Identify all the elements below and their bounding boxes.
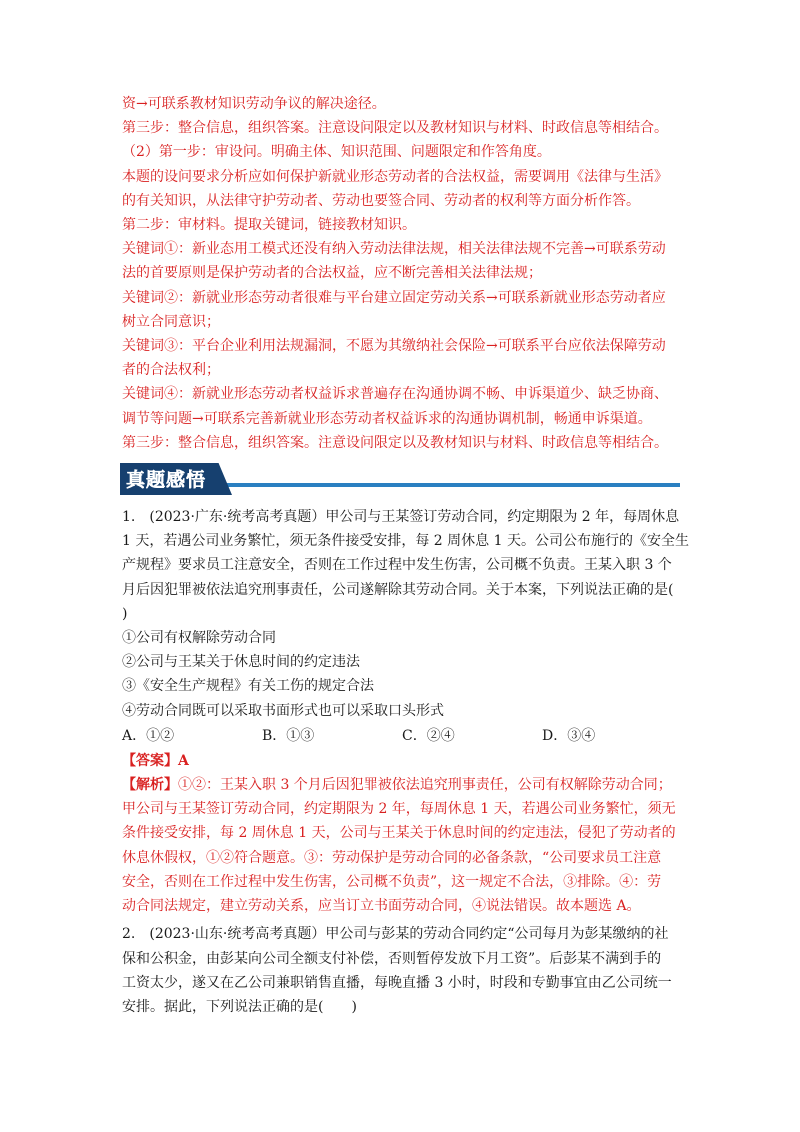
analysis-line: 本题的设问要求分析应如何保护新就业形态劳动者的合法权益，需要调用《法律与生活》	[122, 168, 668, 185]
option-b: B．①③	[262, 727, 315, 744]
analysis-label: 【解析】	[122, 777, 178, 794]
analysis-line: 的有关知识，从法律守护劳动者、劳动也要签合同、劳动者的权利等方面分析作答。	[122, 192, 640, 209]
analysis-line: 第二步：审材料。提取关键词，链接教材知识。	[122, 217, 416, 234]
analysis-line: 资→可联系教材知识劳动争议的解决途径。	[122, 96, 386, 112]
analysis-line: 关键词③：平台企业利用法规漏洞，不愿为其缴纳社会保险→可联系平台应依法保障劳动	[122, 338, 666, 355]
question-stem-line: 工资太少，遂又在乙公司兼职销售直播，每晚直播 3 小时，时段和专勤事宜由乙公司统一	[122, 974, 672, 991]
option-c: C．②④	[402, 727, 455, 744]
statement: ④劳动合同既可以采取书面形式也可以采取口头形式	[122, 702, 444, 719]
question-stem-line: )	[122, 605, 128, 622]
section-banner	[120, 461, 680, 499]
analysis-line: 法的首要原则是保护劳动者的合法权益，应不断完善相关法律法规；	[122, 265, 542, 282]
statement: ①公司有权解除劳动合同	[122, 630, 276, 647]
explanation-line	[122, 773, 682, 797]
answer-value: A	[178, 752, 189, 769]
answer-label: 【答案】	[122, 752, 178, 769]
analysis-line: 树立合同意识；	[122, 313, 220, 330]
analysis-line: 调节等问题→可联系完善新就业形态劳动者权益诉求的沟通协调机制，畅通申诉渠道。	[122, 410, 652, 427]
analysis-line: 第三步：整合信息，组织答案。注意设问限定以及教材知识与材料、时政信息等相结合。	[122, 120, 668, 137]
analysis-line: 关键词①：新业态用工模式还没有纳入劳动法律法规，相关法律法规不完善→可联系劳动	[122, 241, 666, 258]
analysis-line: 第三步：整合信息，组织答案。注意设问限定以及教材知识与材料、时政信息等相结合。	[122, 434, 668, 451]
question-stem-line: 1 天，若遇公司业务繁忙，须无条件接受安排，每 2 周休息 1 天。公司公布施行的《安全生	[122, 533, 689, 550]
explanation-line: 条件接受安排，每 2 周休息 1 天，公司与王某关于休息时间的约定违法，侵犯了劳动者的	[122, 825, 676, 842]
answer-options	[122, 723, 682, 749]
question-stem-line: 2. (2023·山东·统考高考真题）甲公司与彭某的劳动合同约定“公司每月为彭某缴纳的社	[122, 926, 669, 943]
question-2	[122, 922, 682, 1019]
section-title: 真题感悟	[126, 469, 207, 492]
explanation-line: 安全，否则在工作过程中发生伤害，公司概不负责”，这一规定不合法，③排除。④：劳	[122, 873, 662, 890]
question-stem-line: 安排。据此，下列说法正确的是( )	[122, 998, 357, 1015]
question-stem-line: 产规程》要求员工注意安全，否则在工作过程中发生伤害，公司概不负责。王某入职 3 个	[122, 557, 672, 574]
option-a: A．①②	[122, 727, 175, 744]
page-content	[122, 92, 689, 1019]
analysis-line: （2）第一步：审设问。明确主体、知识范围、问题限定和作答角度。	[122, 144, 551, 161]
explanation-text: ①②：王某入职 3 个月后因犯罪被依法追究刑事责任，公司有权解除劳动合同；	[178, 777, 672, 794]
answer-line	[122, 749, 682, 773]
question-stem-line: 1. (2023·广东·统考高考真题）甲公司与王某签订劳动合同，约定期限为 2 年，每周休息	[122, 509, 680, 526]
explanation-line: 甲公司与王某签订劳动合同，约定期限为 2 年，每周休息 1 天，若遇公司业务繁忙，须无	[122, 801, 676, 818]
option-d: D．③④	[542, 727, 596, 744]
question-stem-line: 保和公积金，由彭某向公司全额支付补偿，否则暂停发放下月工资”。后彭某不满到手的	[122, 950, 662, 967]
explanation-line: 动合同法规定，建立劳动关系，应当订立书面劳动合同，④说法错误。故本题选 A。	[122, 898, 641, 915]
statement: ②公司与王某关于休息时间的约定违法	[122, 654, 360, 671]
analysis-line: 者的合法权利；	[122, 362, 220, 379]
analysis-line: 关键词②：新就业形态劳动者很难与平台建立固定劳动关系→可联系新就业形态劳动者应	[122, 289, 666, 306]
statement: ③《安全生产规程》有关工伤的规定合法	[122, 678, 374, 695]
explanation-line: 休息休假权，①②符合题意。③：劳动保护是劳动合同的必备条款，“公司要求员工注意	[122, 849, 662, 866]
analysis-line: 关键词④：新就业形态劳动者权益诉求普遍存在沟通协调不畅、申诉渠道少、缺乏协商、	[122, 386, 668, 403]
question-stem-line: 月后因犯罪被依法追究刑事责任，公司遂解除其劳动合同。关于本案，下列说法正确的是(	[122, 581, 674, 598]
question-1	[122, 505, 689, 918]
